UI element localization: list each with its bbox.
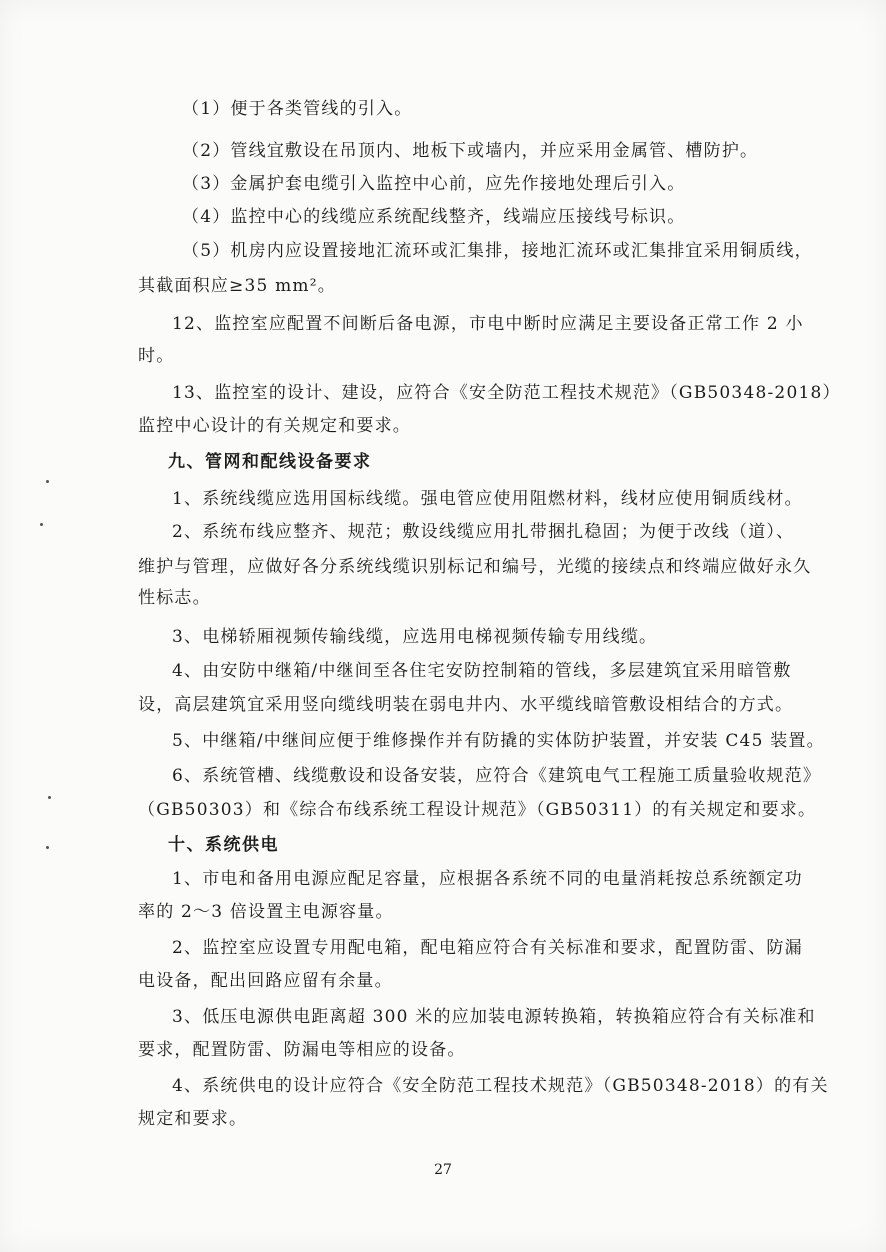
text-line: 性标志。 bbox=[138, 588, 211, 608]
text-line: （2）管线宜敷设在吊顶内、地板下或墙内，并应采用金属管、槽防护。 bbox=[182, 141, 759, 161]
text-line: 率的 2～3 倍设置主电源容量。 bbox=[138, 902, 394, 922]
text-line: 监控中心设计的有关规定和要求。 bbox=[138, 416, 411, 436]
text-line: 4、系统供电的设计应符合《安全防范工程技术规范》（GB50348-2018）的有关 bbox=[172, 1076, 829, 1096]
text-line: 1、系统线缆应选用国标线缆。强电管应使用阻燃材料，线材应使用铜质线材。 bbox=[172, 489, 803, 509]
text-line: 3、电梯轿厢视频传输线缆，应选用电梯视频传输专用线缆。 bbox=[172, 627, 658, 647]
text-line: 13、监控室的设计、建设，应符合《安全防范工程技术规范》（GB50348-2018） bbox=[172, 383, 841, 403]
text-line: 时。 bbox=[138, 346, 175, 366]
text-line: 电设备，配出回路应留有余量。 bbox=[138, 971, 393, 991]
scan-speck bbox=[48, 796, 51, 799]
section-heading: 十、系统供电 bbox=[168, 835, 279, 855]
scan-speck bbox=[46, 846, 49, 849]
text-line: 规定和要求。 bbox=[138, 1109, 248, 1129]
text-line: 5、中继箱/中继间应便于维修操作并有防撬的实体防护装置，并安装 C45 装置。 bbox=[172, 731, 825, 751]
text-line: 2、监控室应设置专用配电箱，配电箱应符合有关标准和要求，配置防雷、防漏 bbox=[172, 938, 803, 958]
text-line: （1）便于各类管线的引入。 bbox=[182, 99, 413, 119]
text-line: （4）监控中心的线缆应系统配线整齐，线端应压接线号标识。 bbox=[182, 207, 686, 227]
text-line: 3、低压电源供电距离超 300 米的应加装电源转换箱，转换箱应符合有关标准和 bbox=[172, 1007, 816, 1027]
section-heading: 九、管网和配线设备要求 bbox=[168, 452, 372, 472]
text-line: （GB50303）和《综合布线系统工程设计规范》（GB50311）的有关规定和要求。 bbox=[138, 800, 817, 820]
text-line: 1、市电和备用电源应配足容量，应根据各系统不同的电量消耗按总系统额定功 bbox=[172, 869, 803, 889]
text-line: 4、由安防中继箱/中继间至各住宅安防控制箱的管线，多层建筑宜采用暗管敷 bbox=[172, 661, 792, 681]
text-line: 要求，配置防雷、防漏电等相应的设备。 bbox=[138, 1040, 466, 1060]
text-line: 其截面积应≥35 mm²。 bbox=[138, 276, 336, 296]
scan-speck bbox=[40, 523, 43, 526]
text-line: （5）机房内应设置接地汇流环或汇集排，接地汇流环或汇集排宜采用铜质线， bbox=[182, 241, 813, 261]
text-line: 2、系统布线应整齐、规范；敷设线缆应用扎带捆扎稳固；为便于改线（道）、 bbox=[172, 522, 795, 542]
text-line: （3）金属护套电缆引入监控中心前，应先作接地处理后引入。 bbox=[182, 174, 686, 194]
text-line: 12、监控室应配置不间断后备电源，市电中断时应满足主要设备正常工作 2 小 bbox=[172, 314, 804, 334]
text-line: 维护与管理，应做好各分系统线缆识别标记和编号，光缆的接续点和终端应做好永久 bbox=[138, 557, 812, 577]
text-line: 6、系统管槽、线缆敷设和设备安装，应符合《建筑电气工程施工质量验收规范》 bbox=[172, 766, 822, 786]
page-number: 27 bbox=[434, 1162, 452, 1178]
scan-speck bbox=[46, 480, 49, 483]
text-line: 设，高层建筑宜采用竖向缆线明装在弱电井内、水平缆线暗管敷设相结合的方式。 bbox=[138, 695, 794, 715]
